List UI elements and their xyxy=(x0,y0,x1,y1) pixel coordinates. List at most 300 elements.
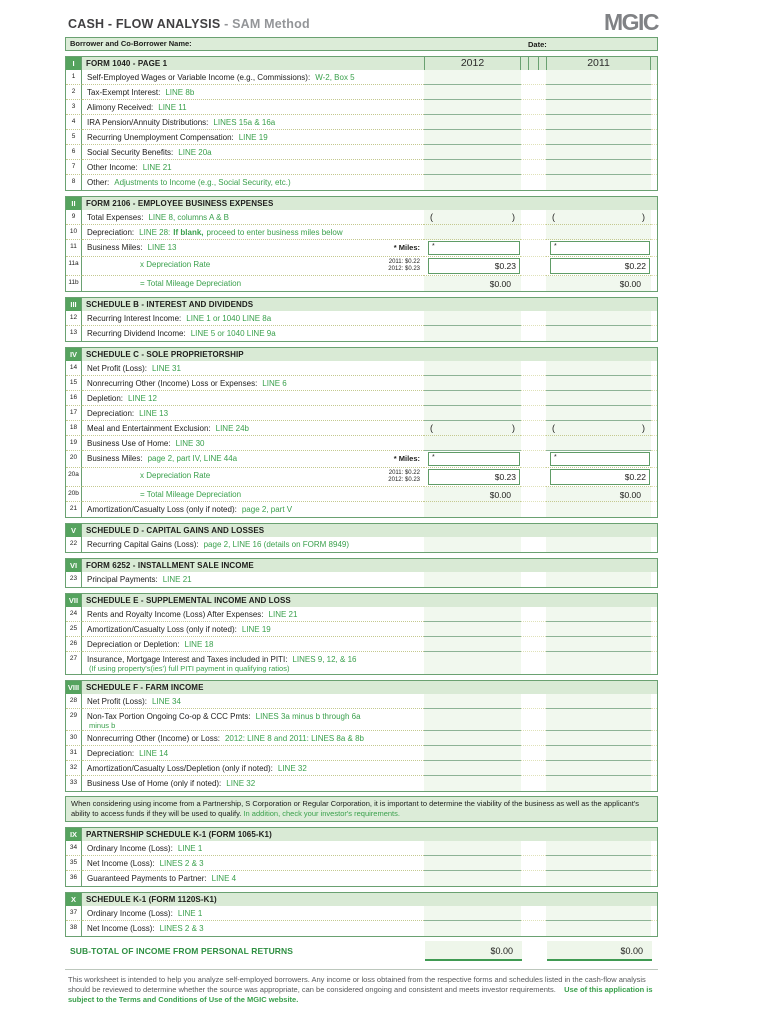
row-number: 11b xyxy=(66,276,82,291)
column-end xyxy=(651,731,657,746)
row-reference: LINE 32 xyxy=(226,779,256,788)
row-number: 28 xyxy=(66,694,82,709)
value-2012-input[interactable] xyxy=(424,210,521,225)
value-2011-input[interactable] xyxy=(546,115,651,130)
year-header-spacer-cell xyxy=(528,57,539,70)
borrower-name-label: Borrower and Co-Borrower Name: xyxy=(70,39,192,48)
row-reference: LINE 1 or 1040 LINE 8a xyxy=(186,314,272,323)
row-number: 15 xyxy=(66,376,82,391)
paren-close: ) xyxy=(512,423,515,433)
row-values xyxy=(424,361,657,376)
row-values xyxy=(424,225,657,240)
rate-value-2012[interactable]: $0.23 xyxy=(428,258,520,274)
section-x xyxy=(65,892,658,937)
row-reference: LINE 34 xyxy=(152,697,181,706)
column-end xyxy=(651,537,657,552)
row-33 xyxy=(66,776,657,791)
value-2011-input[interactable] xyxy=(546,326,651,341)
value-2011-input[interactable] xyxy=(546,637,651,652)
row-values xyxy=(424,776,657,791)
row-label xyxy=(82,376,424,391)
note-text-green: In addition, check your investor's requirements. xyxy=(243,808,400,818)
value-2011-input[interactable] xyxy=(546,361,651,376)
row-reference: W-2, Box 5 xyxy=(315,73,355,82)
section-header xyxy=(66,681,657,694)
row-number: 20a xyxy=(66,468,82,487)
row-label xyxy=(82,856,424,871)
rate-value-2012[interactable]: $0.23 xyxy=(428,469,520,485)
section-numeral: I xyxy=(66,57,82,70)
row-label xyxy=(82,537,424,552)
column-end xyxy=(651,240,657,257)
row-label-text: IRA Pension/Annuity Distributions: xyxy=(87,118,209,127)
row-number: 30 xyxy=(66,731,82,746)
row-label xyxy=(82,776,424,791)
column-end xyxy=(651,391,657,406)
value-2011-input[interactable] xyxy=(546,130,651,145)
row-reference: LINE 21 xyxy=(142,163,172,172)
column-gap xyxy=(521,694,546,709)
paren-open: ( xyxy=(430,212,433,222)
row-reference: Adjustments to Income (e.g., Social Security, etc.) xyxy=(114,178,291,187)
total-value-2011: $0.00 xyxy=(546,487,651,502)
section-header xyxy=(66,893,657,906)
row-35 xyxy=(66,856,657,871)
value-2011-input[interactable] xyxy=(546,709,651,731)
value-2011-input[interactable] xyxy=(546,391,651,406)
value-2011-input[interactable] xyxy=(546,160,651,175)
value-2012-input[interactable] xyxy=(424,311,521,326)
value-2012-input[interactable] xyxy=(424,391,521,406)
value-2011-input[interactable] xyxy=(546,70,651,85)
row-reference: LINE 11 xyxy=(158,103,187,112)
row-label xyxy=(82,637,424,652)
row-38 xyxy=(66,921,657,936)
row-values xyxy=(424,761,657,776)
paren-close: ) xyxy=(642,423,645,433)
value-2012-input[interactable] xyxy=(424,537,521,552)
value-2011-input[interactable] xyxy=(546,100,651,115)
section-title: SCHEDULE F - FARM INCOME xyxy=(86,683,204,692)
value-2012-input[interactable] xyxy=(424,652,521,674)
value-2011-input[interactable] xyxy=(546,761,651,776)
row-label xyxy=(82,276,424,291)
row-label xyxy=(82,652,424,674)
column-gap xyxy=(521,451,546,468)
row-label-text: Social Security Benefits: xyxy=(87,148,174,157)
section-numeral: X xyxy=(66,893,82,906)
value-2012-input[interactable] xyxy=(424,175,521,190)
row-values xyxy=(424,731,657,746)
row-label-text: Business Miles: xyxy=(87,454,143,463)
value-2011-input[interactable] xyxy=(546,746,651,761)
value-2011-cell xyxy=(546,468,651,487)
row-label xyxy=(82,468,424,487)
row-values xyxy=(424,406,657,421)
row-number: 14 xyxy=(66,361,82,376)
row-values xyxy=(424,451,657,468)
row-29 xyxy=(66,709,657,731)
value-2012-input[interactable] xyxy=(424,406,521,421)
column-end xyxy=(651,637,657,652)
row-label xyxy=(82,130,424,145)
value-2012-input[interactable] xyxy=(424,572,521,587)
column-end xyxy=(651,276,657,291)
rate-note-line: 2011: $0.22 xyxy=(388,259,420,265)
value-2011-input[interactable] xyxy=(546,175,651,190)
row-label xyxy=(82,572,424,587)
row-label xyxy=(82,100,424,115)
row-values xyxy=(424,100,657,115)
column-gap xyxy=(521,607,546,622)
subtotal-values xyxy=(425,941,658,961)
column-gap xyxy=(521,906,546,921)
rate-note xyxy=(388,470,420,484)
row-reference: LINES 3a minus b through 6a xyxy=(255,712,361,721)
column-end xyxy=(651,175,657,190)
total-value-2012: $0.00 xyxy=(424,276,521,291)
row-number: 10 xyxy=(66,225,82,240)
year-column-header-2012: 2012 xyxy=(424,57,521,70)
value-2012-input[interactable] xyxy=(424,694,521,709)
column-end xyxy=(651,130,657,145)
value-2011-input[interactable] xyxy=(546,906,651,921)
row-reference: LINE 13 xyxy=(147,243,177,252)
row-reference: LINE 14 xyxy=(139,749,169,758)
row-values xyxy=(424,856,657,871)
miles-input-2012[interactable] xyxy=(428,241,520,255)
column-gap xyxy=(521,210,546,225)
row-13 xyxy=(66,326,657,341)
value-2012-input[interactable] xyxy=(424,436,521,451)
row-values xyxy=(424,115,657,130)
value-2011-input[interactable] xyxy=(546,652,651,674)
section-title: SCHEDULE D - CAPITAL GAINS AND LOSSES xyxy=(86,526,265,535)
row-reference: LINE 8, columns A & B xyxy=(148,213,229,222)
row-number: 23 xyxy=(66,572,82,587)
value-2011-cell xyxy=(546,257,651,276)
column-end xyxy=(651,746,657,761)
value-2012-input[interactable] xyxy=(424,622,521,637)
value-2011-input[interactable] xyxy=(546,572,651,587)
row-label xyxy=(82,871,424,886)
row-label-text: Alimony Received: xyxy=(87,103,154,112)
column-end xyxy=(651,694,657,709)
value-2012-cell xyxy=(424,257,521,276)
subtotal-label: SUB-TOTAL OF INCOME FROM PERSONAL RETURNS xyxy=(70,946,294,956)
row-30 xyxy=(66,731,657,746)
row-label xyxy=(82,709,424,731)
value-2011-input[interactable] xyxy=(546,145,651,160)
row-reference: LINE 20a xyxy=(178,148,212,157)
row-label-text: Meal and Entertainment Exclusion: xyxy=(87,424,211,433)
value-2011-input[interactable] xyxy=(546,694,651,709)
value-2011-input[interactable] xyxy=(546,871,651,886)
value-2012-input[interactable] xyxy=(424,376,521,391)
value-2012-input[interactable] xyxy=(424,70,521,85)
row-number: 36 xyxy=(66,871,82,886)
column-gap xyxy=(521,856,546,871)
rate-value-2011[interactable]: $0.22 xyxy=(550,258,650,274)
value-2012-input[interactable] xyxy=(424,421,521,436)
row-number: 6 xyxy=(66,145,82,160)
miles-right-label: * Miles: xyxy=(393,243,420,252)
value-2011-input[interactable] xyxy=(546,85,651,100)
value-2011-input[interactable] xyxy=(546,921,651,936)
row-values xyxy=(424,257,657,276)
section-ii xyxy=(65,196,658,292)
column-end xyxy=(651,311,657,326)
column-gap xyxy=(521,637,546,652)
value-2012-input[interactable] xyxy=(424,100,521,115)
column-gap xyxy=(521,502,546,517)
row-label xyxy=(82,746,424,761)
column-end xyxy=(651,361,657,376)
row-label-text: Other: xyxy=(87,178,110,187)
section-numeral: V xyxy=(66,524,82,537)
row-number: 20b xyxy=(66,487,82,502)
row-25 xyxy=(66,622,657,637)
date-label: Date: xyxy=(528,40,547,49)
row-reference: LINE 21 xyxy=(268,610,298,619)
column-gap xyxy=(521,746,546,761)
row-reference: LINE 30 xyxy=(175,439,205,448)
value-2012-input[interactable] xyxy=(424,115,521,130)
row-label xyxy=(82,145,424,160)
row-label-text: Ordinary Income (Loss): xyxy=(87,909,173,918)
row-reference-after: proceed to enter business miles below xyxy=(206,228,343,237)
row-label-text: Recurring Dividend Income: xyxy=(87,329,186,338)
row-label xyxy=(82,694,424,709)
value-2012-input[interactable] xyxy=(424,607,521,622)
row-values xyxy=(424,130,657,145)
column-gap xyxy=(521,361,546,376)
column-end xyxy=(651,921,657,936)
row-number: 11a xyxy=(66,257,82,276)
value-2012-input[interactable] xyxy=(424,746,521,761)
value-2011-input[interactable] xyxy=(546,622,651,637)
value-2012-input[interactable] xyxy=(424,856,521,871)
row-16 xyxy=(66,391,657,406)
value-2011-input[interactable] xyxy=(546,841,651,856)
section-header xyxy=(66,828,657,841)
value-2012-input[interactable] xyxy=(424,326,521,341)
section-header xyxy=(66,524,657,537)
row-label xyxy=(82,326,424,341)
column-end xyxy=(651,436,657,451)
section-title: SCHEDULE K-1 (FORM 1120S-K1) xyxy=(86,895,217,904)
paren-open: ( xyxy=(552,423,555,433)
row-label xyxy=(82,841,424,856)
value-2012-cell xyxy=(424,468,521,487)
row-number: 26 xyxy=(66,637,82,652)
column-end xyxy=(652,941,658,961)
row-values xyxy=(424,502,657,517)
column-gap xyxy=(521,130,546,145)
value-2012-input[interactable] xyxy=(424,776,521,791)
row-label-text: Ordinary Income (Loss): xyxy=(87,844,173,853)
column-gap xyxy=(521,871,546,886)
row-values xyxy=(424,487,657,502)
column-gap xyxy=(521,487,546,502)
row-22 xyxy=(66,537,657,552)
value-2012-input[interactable] xyxy=(424,160,521,175)
value-2012-input[interactable] xyxy=(424,361,521,376)
value-2011-input[interactable] xyxy=(546,502,651,517)
row-label-text: Depreciation: xyxy=(87,228,135,237)
section-viii xyxy=(65,680,658,792)
title-method: SAM Method xyxy=(232,17,310,31)
column-gap xyxy=(521,376,546,391)
value-2011-input[interactable] xyxy=(546,776,651,791)
rate-value-2011[interactable]: $0.22 xyxy=(550,469,650,485)
row-values xyxy=(424,145,657,160)
row-2 xyxy=(66,85,657,100)
footer-terms-text: Use of this application is subject to the Terms and Conditions of Use of the MGIC website. xyxy=(68,985,653,1004)
column-end xyxy=(651,85,657,100)
value-2012-input[interactable] xyxy=(424,130,521,145)
column-gap xyxy=(521,406,546,421)
row-values xyxy=(424,160,657,175)
row-label-text: Net Income (Loss): xyxy=(87,859,155,868)
row-label xyxy=(82,361,424,376)
value-2012-input[interactable] xyxy=(424,906,521,921)
row-4 xyxy=(66,115,657,130)
row-reference: page 2, part V xyxy=(241,505,293,514)
row-23 xyxy=(66,572,657,587)
value-2011-input[interactable] xyxy=(546,436,651,451)
row-values xyxy=(424,709,657,731)
rate-note-line: 2012: $0.23 xyxy=(388,477,420,483)
year-header-gap xyxy=(521,57,546,70)
miles-input-2011[interactable] xyxy=(550,241,650,255)
value-2012-input[interactable] xyxy=(424,761,521,776)
miles-input-2012[interactable] xyxy=(428,452,520,466)
value-2012-input[interactable] xyxy=(424,731,521,746)
subtotal-2012-value: $0.00 xyxy=(425,941,522,961)
row-24 xyxy=(66,607,657,622)
value-2012-input[interactable] xyxy=(424,871,521,886)
row-label-text: Self-Employed Wages or Variable Income (e.g., Commissions): xyxy=(87,73,311,82)
column-gap xyxy=(521,776,546,791)
row-label-text: Depletion: xyxy=(87,394,124,403)
column-gap xyxy=(521,160,546,175)
row-reference: LINE 6 xyxy=(262,379,287,388)
form-body xyxy=(65,10,658,1005)
date-input[interactable] xyxy=(552,38,653,50)
total-value-2012: $0.00 xyxy=(424,487,521,502)
row-label-text: Nonrecurring Other (Income) Loss or Expenses: xyxy=(87,379,258,388)
row-number: 38 xyxy=(66,921,82,936)
borrower-name-input[interactable] xyxy=(196,38,457,50)
section-vi xyxy=(65,558,658,588)
value-2011-input[interactable] xyxy=(546,731,651,746)
row-number: 25 xyxy=(66,622,82,637)
value-2011-input[interactable] xyxy=(546,376,651,391)
section-numeral: III xyxy=(66,298,82,311)
row-11b xyxy=(66,276,657,291)
value-2012-input[interactable] xyxy=(424,145,521,160)
asterisk-mark: * xyxy=(432,243,435,250)
value-2011-input[interactable] xyxy=(546,856,651,871)
value-2012-input[interactable] xyxy=(424,637,521,652)
row-18 xyxy=(66,421,657,436)
row-values xyxy=(424,326,657,341)
row-label-text: Recurring Interest Income: xyxy=(87,314,182,323)
row-values xyxy=(424,637,657,652)
value-2012-input[interactable] xyxy=(424,921,521,936)
row-values xyxy=(424,311,657,326)
column-gap xyxy=(521,468,546,487)
column-gap xyxy=(521,85,546,100)
row-values xyxy=(424,537,657,552)
row-number: 32 xyxy=(66,761,82,776)
row-label-text: Nonrecurring Other (Income) or Loss: xyxy=(87,734,220,743)
row-number: 1 xyxy=(66,70,82,85)
row-reference: LINE 24b xyxy=(215,424,249,433)
section-numeral: IX xyxy=(66,828,82,841)
value-2011-input[interactable] xyxy=(546,311,651,326)
row-values xyxy=(424,240,657,257)
section-v xyxy=(65,523,658,553)
row-label xyxy=(82,731,424,746)
row-label-text: Depreciation: xyxy=(87,409,135,418)
asterisk-mark: * xyxy=(432,454,435,461)
row-number: 18 xyxy=(66,421,82,436)
value-2011-input[interactable] xyxy=(546,537,651,552)
row-reference: LINE 19 xyxy=(238,133,268,142)
column-end xyxy=(651,856,657,871)
value-2011-input[interactable] xyxy=(546,421,651,436)
row-27 xyxy=(66,652,657,674)
row-17 xyxy=(66,406,657,421)
row-label xyxy=(82,225,424,240)
section-numeral: II xyxy=(66,197,82,210)
column-gap xyxy=(521,145,546,160)
row-reference: LINE 19 xyxy=(241,625,271,634)
row-label-text: Depreciation: xyxy=(87,749,135,758)
value-2012-input[interactable] xyxy=(424,502,521,517)
column-end xyxy=(651,100,657,115)
row-label-text: Net Income (Loss): xyxy=(87,924,155,933)
row-15 xyxy=(66,376,657,391)
value-2011-input[interactable] xyxy=(546,607,651,622)
miles-input-2011[interactable] xyxy=(550,452,650,466)
title-separator: - xyxy=(220,17,233,31)
column-end xyxy=(651,145,657,160)
row-label xyxy=(82,85,424,100)
row-label-text: x Depreciation Rate xyxy=(140,260,211,269)
value-2012-input[interactable] xyxy=(424,709,521,731)
row-label-text: Amortization/Casualty Loss (only if noted): xyxy=(87,505,237,514)
rate-note-line: 2012: $0.23 xyxy=(388,266,420,272)
row-values xyxy=(424,391,657,406)
value-2012-input[interactable] xyxy=(424,85,521,100)
value-2011-input[interactable] xyxy=(546,210,651,225)
row-reference: LINE 4 xyxy=(211,874,237,883)
row-values xyxy=(424,921,657,936)
column-end xyxy=(651,70,657,85)
column-end xyxy=(651,572,657,587)
row-label xyxy=(82,175,424,190)
row-reference: page 2, LINE 16 (details on FORM 8949) xyxy=(203,540,350,549)
value-2012-input[interactable] xyxy=(424,841,521,856)
row-number: 16 xyxy=(66,391,82,406)
borrower-date-bar xyxy=(65,37,658,51)
value-2011-input[interactable] xyxy=(546,406,651,421)
row-reference: LINE 32 xyxy=(277,764,307,773)
column-end xyxy=(651,257,657,276)
